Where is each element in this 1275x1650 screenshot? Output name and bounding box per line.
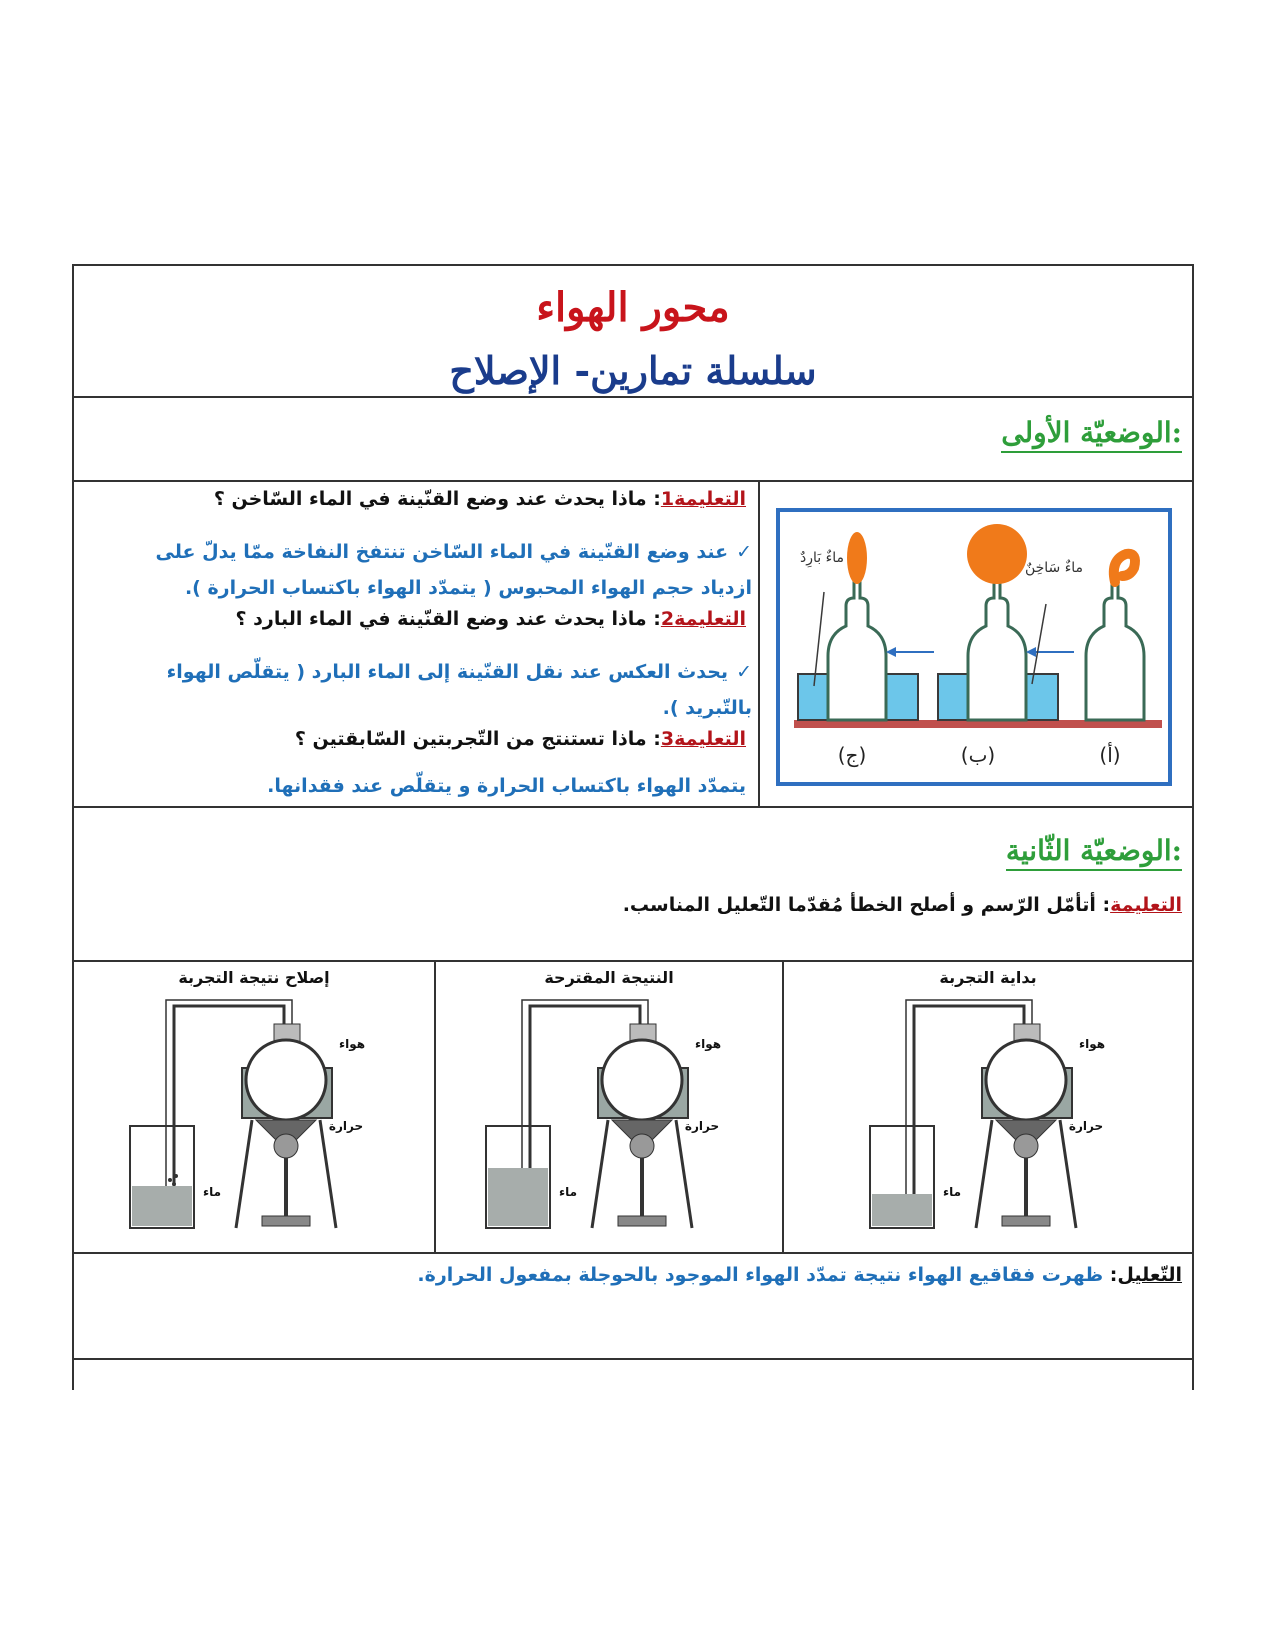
situation1-content-row [74,482,1192,808]
check-icon: ✓ [736,661,752,683]
reasoning-colon: : [1103,1264,1118,1286]
answer-3 [106,768,746,804]
question-2-tag: التعليمة2 [660,608,746,630]
situation1-heading: الوضعيّة الأولى: [1001,416,1182,453]
caption-proposed: النتيجة المقترحة [544,968,674,987]
question-1-text: : ماذا يحدث عند وضع القنّينة في الماء السّاخن ؟ [213,488,661,510]
label-a: (أ) [1099,743,1121,767]
label-c: (ج) [837,743,867,767]
balloon-bottle-figure [774,506,1174,788]
label-b: (ب) [960,743,996,767]
balloon-inflated [967,524,1027,584]
reasoning-text: ظهرت فقاقيع الهواء نتيجة تمدّد الهواء الموجود بالحوجلة بمفعول الحرارة. [417,1264,1104,1286]
situation2-heading-row [74,808,1192,962]
caption-start: بداية التجربة [939,968,1037,987]
water-label: ماء [942,1185,962,1199]
figure-cell-correction [74,962,434,1252]
air-label: هواء [338,1037,366,1051]
page-title: محور الهواء [536,284,730,331]
instruction-tag: التعليمة [1110,894,1182,916]
flask-apparatus-start [834,996,1154,1246]
situation2-figures-row [74,962,1192,1254]
heat-label: حرارة [328,1119,364,1133]
answer-2 [112,654,752,726]
balloon-small [847,532,867,584]
reasoning-tag: التّعليل [1117,1264,1182,1286]
air-label: هواء [1078,1037,1106,1051]
question-1-tag: التعليمة1 [660,488,746,510]
flask-apparatus-correction [94,996,414,1246]
situation2-heading: الوضعيّة الثّانية: [1006,834,1182,871]
question-1 [106,488,746,510]
answer-1 [112,534,752,606]
situation1-heading-row [74,398,1192,482]
worksheet-table [72,264,1194,1390]
column-divider [758,482,760,806]
page-subtitle: سلسلة تمارين- الإصلاح [449,348,817,393]
question-3-text: : ماذا تستنتج من التّجربتين السّابقتين ؟ [294,728,661,750]
figure-cell-proposed [436,962,782,1252]
air-label: هواء [694,1037,722,1051]
header-row [74,266,1192,398]
question-2-text: : ماذا يحدث عند وضع القنّينة في الماء البارد ؟ [235,608,661,630]
figure-cell-start [784,962,1192,1252]
hot-water-label: ماءٌ سَاخِنٌ [1024,560,1084,576]
check-icon: ✓ [736,541,752,563]
heat-label: حرارة [1068,1119,1104,1133]
answer-2-text: يحدث العكس عند نقل القنّينة إلى الماء البارد ( يتقلّص الهواء بالتّبريد ). [166,661,752,719]
caption-correction: إصلاح نتيجة التجربة [178,968,330,987]
water-label: ماء [558,1185,578,1199]
instruction-text: : أتأمّل الرّسم و أصلح الخطأ مُقدّما التّعليل المناسب. [622,894,1111,916]
flask-apparatus-proposed [450,996,770,1246]
reasoning-row [74,1254,1192,1360]
answer-1-text: عند وضع القنّينة في الماء السّاخن تنتفخ النفاخة ممّا يدلّ على ازدياد حجم الهواء المحبوس ( يتمدّد الهواء باكتساب الحرارة ). [155,541,752,599]
reasoning [182,1264,1182,1286]
question-2 [106,608,746,630]
situation2-instruction [182,894,1182,916]
cold-water-label: ماءٌ بَارِدٌ [800,550,844,566]
question-3 [106,728,746,750]
water-label: ماء [202,1185,222,1199]
heat-label: حرارة [684,1119,720,1133]
answer-3-text: يتمدّد الهواء باكتساب الحرارة و يتقلّص عند فقدانها. [267,775,746,797]
question-3-tag: التعليمة3 [660,728,746,750]
